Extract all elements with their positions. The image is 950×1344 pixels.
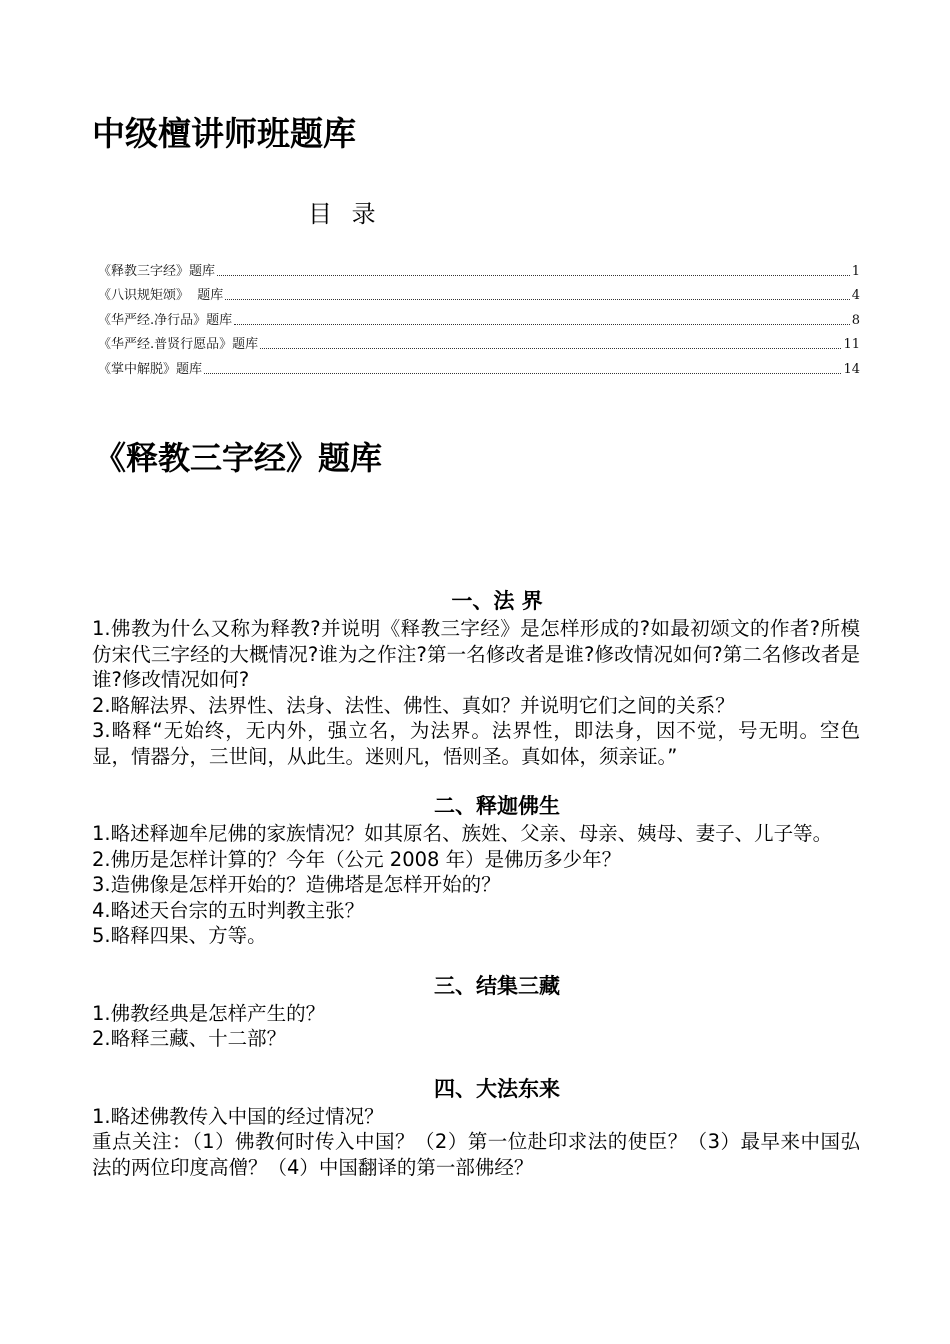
table-of-contents [98, 256, 860, 379]
toc-leader-dots [234, 324, 850, 325]
toc-entry[interactable] [98, 281, 860, 306]
toc-leader-dots [260, 348, 841, 349]
section-content [92, 586, 860, 1202]
chapter-heading: 一、法 界 [451, 589, 543, 613]
chapter [92, 791, 860, 949]
toc-heading: 目 录 [308, 200, 382, 228]
toc-entry-page: 1 [851, 263, 860, 279]
chapter-heading: 四、大法东来 [434, 1076, 560, 1101]
toc-entry-title: 《华严经.净行品》题库 [98, 312, 233, 328]
document-title: 中级檀讲师班题库 [92, 114, 356, 153]
section-title: 《释教三字经》题库 [94, 439, 383, 477]
question: 2.略释三藏、十二部？ [92, 1027, 287, 1050]
toc-leader-dots [225, 299, 849, 300]
chapter [92, 586, 860, 769]
toc-leader-dots [204, 373, 841, 374]
question: 1.佛教经典是怎样产生的？ [92, 1001, 326, 1025]
chapter-heading: 三、结集三藏 [434, 973, 560, 998]
toc-entry[interactable] [98, 305, 860, 330]
question: 1.略述释迦牟尼佛的家族情况？如其原名、族姓、父亲、母亲、姨母、妻子、儿子等。 [92, 822, 833, 845]
toc-entry[interactable] [98, 330, 860, 355]
toc-leader-dots [217, 275, 850, 276]
toc-entry-title: 《八识规矩颂》 题库 [98, 288, 224, 303]
question: 2.略解法界、法界性、法身、法性、佛性、真如？并说明它们之间的关系？ [92, 693, 735, 717]
question: 3.略释“无始终，无内外，强立名，为法界。法界性，即法身，因不觉，号无明。空色显，情器分，三世间，从此生。迷则凡，悟则圣。真如体，须亲证。” [92, 719, 860, 768]
toc-entry-page: 14 [843, 361, 860, 377]
toc-entry-page: 8 [851, 312, 860, 328]
chapter [92, 1074, 860, 1181]
toc-entry-page: 11 [843, 337, 860, 352]
toc-entry[interactable] [98, 256, 860, 281]
toc-entry-title: 《华严经.普贤行愿品》题库 [98, 337, 259, 352]
question: 1.佛教为什么又称为释教?并说明《释教三字经》是怎样形成的?如最初颂文的作者?所模仿宋代三字经的大概情况?谁为之作注?第一名修改者是谁?修改情况如何?第二名修改者是谁?修改情况如何? [92, 617, 860, 691]
question: 2.佛历是怎样计算的？今年（公元 2008 年）是佛历多少年？ [92, 847, 622, 871]
toc-entry-title: 《释教三字经》题库 [98, 263, 216, 279]
chapter-heading: 二、释迦佛生 [434, 794, 560, 818]
question: 重点关注：（1）佛教何时传入中国？（2）第一位赴印求法的使臣？（3）最早来中国弘法的两位印度高僧？（4）中国翻译的第一部佛经？ [92, 1130, 860, 1179]
chapter [92, 971, 860, 1052]
toc-entry[interactable] [98, 354, 860, 379]
question: 4.略述天台宗的五时判教主张？ [92, 898, 365, 922]
toc-entry-page: 4 [851, 288, 860, 303]
question: 3.造佛像是怎样开始的？造佛塔是怎样开始的？ [92, 873, 501, 896]
toc-entry-title: 《掌中解脱》题库 [98, 361, 203, 377]
question: 5.略释四果、方等。 [92, 924, 267, 947]
question: 1.略述佛教传入中国的经过情况？ [92, 1104, 384, 1128]
